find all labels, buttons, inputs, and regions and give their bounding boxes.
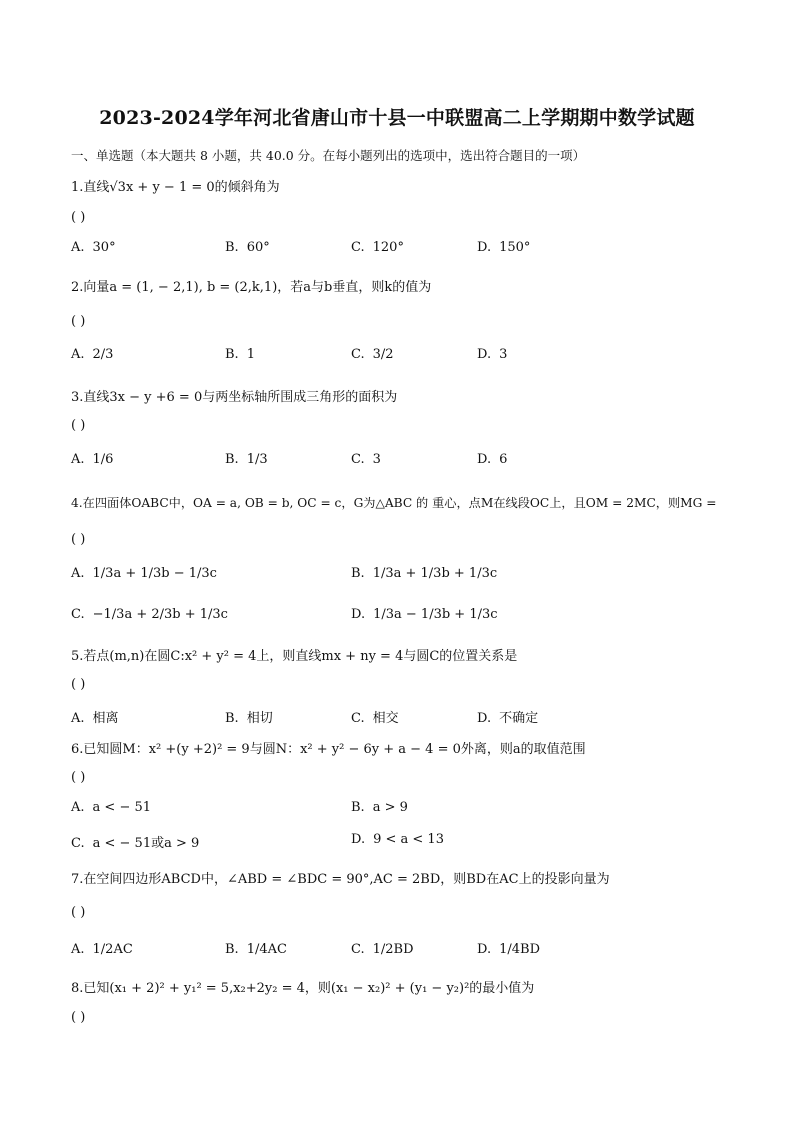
option-c: C. 相交	[351, 711, 399, 726]
option-d: D. 1/4BD	[477, 942, 540, 957]
option-a: A. 相离	[71, 711, 119, 726]
option-d: D. 3	[477, 347, 508, 362]
page-title: 2023-2024学年河北省唐山市十县一中联盟高二上学期期中数学试题	[99, 107, 695, 129]
answer-blank: ( )	[71, 532, 86, 547]
answer-blank: ( )	[71, 210, 86, 225]
option-d: D. 6	[477, 452, 508, 467]
answer-blank: ( )	[71, 905, 86, 920]
option-a: A. 30°	[71, 240, 116, 255]
option-a: A. 2/3	[71, 347, 114, 362]
option-d: D. 150°	[477, 240, 531, 255]
option-c: C. 1/2BD	[351, 942, 414, 957]
option-b: B. 1	[225, 347, 255, 362]
option-a: A. 1/6	[71, 452, 114, 467]
option-a: A. 1/2AC	[71, 942, 133, 957]
option-c: C. 3/2	[351, 347, 394, 362]
answer-blank: ( )	[71, 1010, 86, 1025]
option-b: B. 相切	[225, 711, 273, 726]
option-d: D. 不确定	[477, 711, 539, 726]
option-b: B. 1/3	[225, 452, 268, 467]
answer-blank: ( )	[71, 418, 86, 433]
question-7-stem: 7.在空间四边形ABCD中，∠ABD = ∠BDC = 90°,AC = 2BD，则BD在AC上的投影向量为	[71, 872, 610, 887]
option-d: D. 1/3a − 1/3b + 1/3c	[351, 607, 498, 622]
answer-blank: ( )	[71, 677, 86, 692]
option-a: A. a < − 51	[71, 800, 152, 815]
option-c: C. 120°	[351, 240, 404, 255]
option-c: C. −1/3a + 2/3b + 1/3c	[71, 607, 228, 622]
question-8-stem: 8.已知(x₁ + 2)² + y₁² = 5,x₂+2y₂ = 4，则(x₁ − x₂)² + (y₁ − y₂)²的最小值为	[71, 981, 535, 996]
option-a: A. 1/3a + 1/3b − 1/3c	[71, 566, 217, 581]
option-b: B. 1/4AC	[225, 942, 287, 957]
question-4-stem: 4.在四面体OABC中，OA = a, OB = b, OC = c，G为△ABC 的 重心，点M在线段OC上，且OM = 2MC，则MG =	[71, 496, 717, 510]
question-5-stem: 5.若点(m,n)在圆C:x² + y² = 4上，则直线mx + ny = 4与圆C的位置关系是	[71, 649, 518, 664]
question-6-stem: 6.已知圆M：x² +(y +2)² = 9与圆N：x² + y² − 6y + a − 4 = 0外离，则a的取值范围	[71, 742, 586, 757]
option-c: C. 3	[351, 452, 381, 467]
question-3-stem: 3.直线3x − y +6 = 0与两坐标轴所围成三角形的面积为	[71, 390, 398, 405]
option-b: B. 60°	[225, 240, 270, 255]
option-d: D. 9 < a < 13	[351, 832, 444, 847]
option-c: C. a < − 51或a > 9	[71, 836, 200, 851]
question-1-stem: 1.直线√3x + y − 1 = 0的倾斜角为	[71, 180, 280, 195]
answer-blank: ( )	[71, 770, 86, 785]
answer-blank: ( )	[71, 314, 86, 329]
option-b: B. 1/3a + 1/3b + 1/3c	[351, 566, 498, 581]
section-heading: 一、单选题（本大题共 8 小题，共 40.0 分。在每小题列出的选项中，选出符合题目的一项）	[71, 148, 586, 163]
question-2-stem: 2.向量a = (1, − 2,1), b = (2,k,1)，若a与b垂直，则k的值为	[71, 280, 432, 295]
option-b: B. a > 9	[351, 800, 408, 815]
